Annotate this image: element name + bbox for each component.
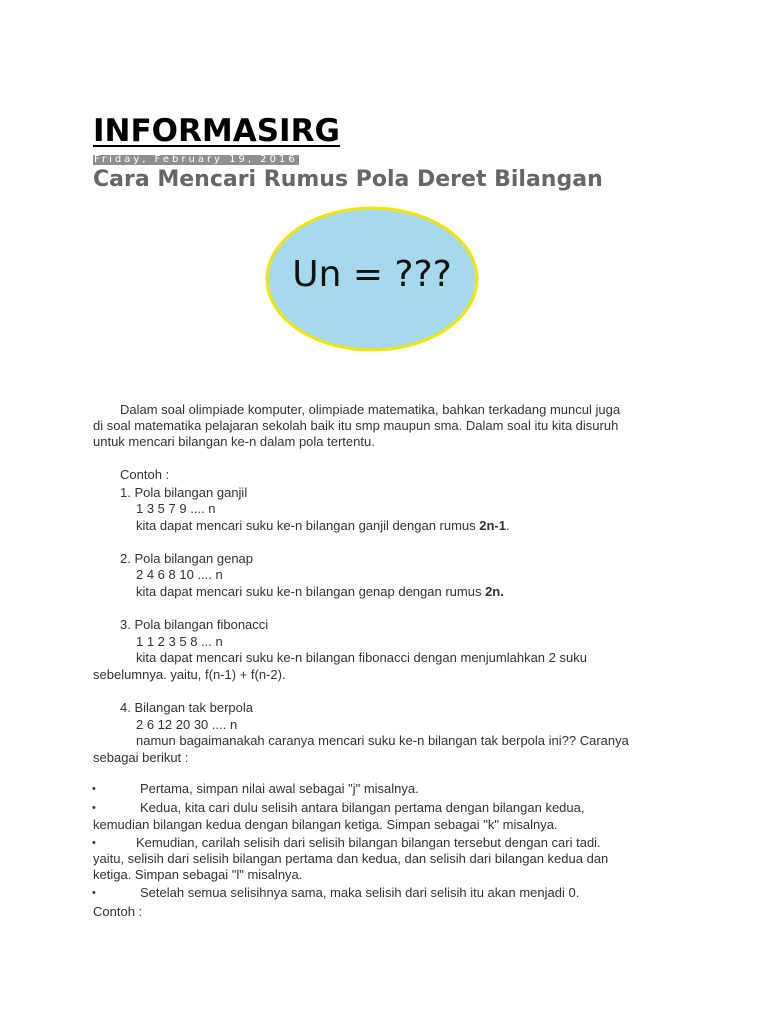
step-2-line-1: Kedua, kita cari dulu selisih antara bilangan pertama dengan bilangan kedua, [140, 800, 585, 815]
example-1-description [136, 518, 510, 535]
example-4-description-1: namun bagaimanakah caranya mencari suku ke-n bilangan tak berpola ini?? Caranya [136, 733, 629, 748]
example-1-heading: 1. Pola bilangan ganjil [120, 485, 248, 500]
step-3-line-2: yaitu, selisih dari selisih bilangan pertama dan kedua, dan selisih dari bilangan kedua dan [93, 851, 609, 866]
formula-image-text: Un = ??? [292, 254, 452, 295]
example-1-end: . [506, 518, 510, 533]
intro-line-2: di soal matematika pelajaran sekolah baik itu smp maupun sma. Dalam soal itu kita disuruh [93, 418, 619, 433]
bullet-icon: • [92, 802, 96, 814]
post-title[interactable]: Cara Mencari Rumus Pola Deret Bilangan [93, 167, 603, 192]
contoh-label: Contoh : [120, 467, 170, 482]
bullet-icon: • [92, 837, 96, 849]
bullet-icon: • [92, 887, 96, 899]
example-4-heading: 4. Bilangan tak berpola [120, 700, 253, 715]
example-3-description-1: kita dapat mencari suku ke-n bilangan fibonacci dengan menjumlahkan 2 suku [136, 650, 587, 665]
bullet-icon: • [92, 783, 96, 795]
example-2-sequence: 2 4 6 8 10 .... n [136, 567, 223, 582]
post-image [264, 205, 480, 353]
step-3-line-1: Kemudian, carilah selisih dari selisih bilangan bilangan tersebut dengan cari tadi. [136, 835, 601, 850]
example-3-heading: 3. Pola bilangan fibonacci [120, 617, 269, 632]
step-4-line-1: Setelah semua selisihnya sama, maka selisih dari selisih itu akan menjadi 0. [140, 885, 580, 900]
blog-title[interactable]: INFORMASIRG [93, 113, 340, 149]
contoh-label-end: Contoh : [93, 904, 143, 919]
post-date: Friday, February 19, 2016 [94, 154, 298, 165]
example-4-sequence: 2 6 12 20 30 .... n [136, 717, 238, 732]
intro-line-1: Dalam soal olimpiade komputer, olimpiade matematika, bahkan terkadang muncul juga [120, 402, 621, 417]
example-3-sequence: 1 1 2 3 5 8 ... n [136, 634, 223, 649]
example-2-desc-text: kita dapat mencari suku ke-n bilangan genap dengan rumus [136, 584, 486, 599]
example-1-desc-text: kita dapat mencari suku ke-n bilangan ganjil dengan rumus [136, 518, 480, 533]
step-2-line-2: kemudian bilangan kedua dengan bilangan ketiga. Simpan sebagai "k" misalnya. [93, 817, 558, 832]
example-2-formula: 2n. [485, 584, 504, 599]
intro-line-3: untuk mencari bilangan ke-n dalam pola tertentu. [93, 434, 375, 449]
example-2-heading: 2. Pola bilangan genap [120, 551, 254, 566]
example-1-sequence: 1 3 5 7 9 .... n [136, 501, 216, 516]
example-1-formula: 2n-1 [479, 518, 506, 533]
example-4-description-2: sebagai berikut : [93, 750, 189, 765]
example-3-description-2: sebelumnya. yaitu, f(n-1) + f(n-2). [93, 667, 286, 682]
example-2-description [136, 584, 504, 601]
step-3-line-3: ketiga. Simpan sebagai "l" misalnya. [93, 867, 303, 882]
step-1-line-1: Pertama, simpan nilai awal sebagai "j" misalnya. [140, 781, 419, 796]
